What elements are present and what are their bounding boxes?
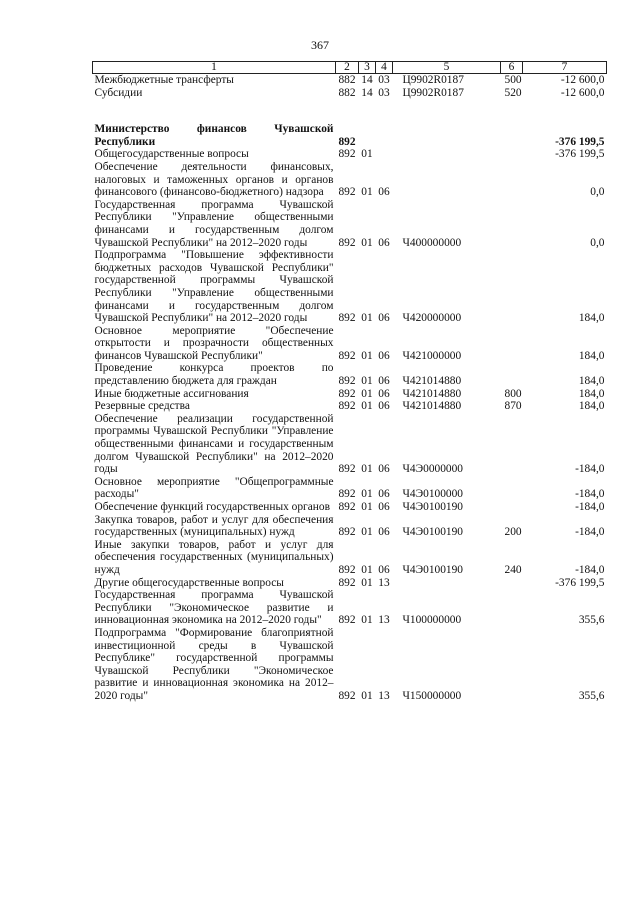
amount: -12 600,0	[560, 74, 605, 86]
expense-type-code	[501, 627, 523, 703]
expense-type-code: 800	[504, 387, 522, 400]
expense-type-code	[501, 476, 523, 501]
target-article-code: Ц9902R0187	[402, 74, 464, 86]
subsection-code: 06	[378, 501, 390, 513]
table-row	[93, 362, 607, 387]
subsection-code: 06	[378, 375, 390, 388]
column-header: 1	[93, 62, 336, 74]
section-code: 01	[361, 563, 373, 576]
section-code: 01	[361, 501, 373, 513]
ministry-code: 892	[338, 526, 356, 539]
row-name: Проведение конкурса проектов по представлению бюджета для граждан	[94, 362, 334, 388]
expense-type-code: 500	[504, 74, 522, 86]
section-code: 01	[361, 463, 373, 476]
row-name: Субсидии	[94, 86, 143, 99]
subsection-code: 03	[378, 86, 390, 99]
amount: 184,0	[578, 375, 605, 388]
table-row	[93, 514, 607, 539]
ministry-code: 892	[338, 186, 356, 199]
page-number: 367	[311, 38, 329, 52]
target-article-code: Ч421014880	[402, 400, 462, 413]
row-name: Подпрограмма "Формирование благоприятной инвестиционной среды в Чувашской Республике" государственной программы Чувашской Республики "Экономическое развитие и инновационная экономика на 2012–2020 годы"	[94, 626, 334, 702]
table-row	[93, 400, 607, 413]
amount: 355,6	[578, 689, 605, 702]
target-article-code	[393, 577, 501, 590]
expense-type-code: 200	[504, 526, 522, 539]
amount: -376 199,5	[555, 576, 605, 589]
column-header: 3	[359, 62, 376, 74]
expense-type-code	[501, 413, 523, 476]
row-name: Межбюджетные трансферты	[94, 74, 234, 86]
subsection-code: 13	[378, 576, 390, 589]
section-code: 01	[361, 186, 373, 199]
target-article-code: Ч4Э0100000	[402, 488, 463, 501]
subsection-code	[376, 123, 393, 148]
target-article-code	[393, 148, 501, 161]
section-code	[359, 123, 376, 148]
amount: 355,6	[578, 614, 605, 627]
amount: -12 600,0	[560, 86, 605, 99]
column-header: 2	[336, 62, 359, 74]
column-header: 5	[393, 62, 501, 74]
ministry-code: 892	[338, 501, 356, 513]
table-row	[93, 161, 607, 199]
expense-type-code	[501, 362, 523, 387]
subsection-code: 03	[378, 74, 390, 86]
section-code: 01	[361, 387, 373, 400]
target-article-code: Ч4Э0000000	[402, 463, 463, 476]
section-code: 01	[361, 614, 373, 627]
target-article-code: Ч421014880	[402, 387, 462, 400]
table-row	[93, 199, 607, 249]
ministry-code: 892	[338, 387, 356, 400]
ministry-code: 892	[338, 349, 356, 362]
row-name: Основное мероприятие "Обеспечение открытости и прозрачности общественных финансов Чувашской Республики"	[94, 324, 334, 362]
amount: -184,0	[575, 526, 605, 539]
expense-type-code	[501, 249, 523, 325]
amount: 184,0	[578, 312, 605, 325]
row-name: Другие общегосударственные вопросы	[94, 576, 284, 589]
table-row	[93, 577, 607, 590]
table-row	[93, 539, 607, 577]
row-name: Министерство финансов Чувашской Республики	[94, 123, 334, 148]
subsection-code: 06	[378, 186, 390, 199]
ministry-code: 892	[338, 614, 356, 627]
target-article-code: Ч4Э0100190	[402, 501, 463, 513]
expense-type-code: 240	[504, 563, 522, 576]
table-row	[93, 627, 607, 703]
column-header: 6	[501, 62, 523, 74]
section-code: 01	[361, 526, 373, 539]
ministry-code: 892	[338, 488, 356, 501]
section-code: 01	[361, 400, 373, 413]
expense-type-code	[501, 199, 523, 249]
row-name: Иные закупки товаров, работ и услуг для обеспечения государственных (муниципальных) нужд	[94, 538, 334, 576]
section-code: 01	[361, 236, 373, 249]
amount: 184,0	[578, 400, 605, 413]
expense-type-code	[501, 148, 523, 161]
target-article-code	[393, 123, 501, 148]
row-name: Иные бюджетные ассигнования	[94, 387, 249, 400]
table-header-row	[93, 62, 607, 74]
section-code: 01	[361, 576, 373, 589]
table-row	[93, 589, 607, 627]
row-name: Основное мероприятие "Общепрограммные расходы"	[94, 475, 334, 501]
table-row	[93, 501, 607, 514]
section-code: 01	[361, 349, 373, 362]
amount: -184,0	[575, 501, 605, 513]
amount: -184,0	[575, 488, 605, 501]
target-article-code: Ч100000000	[402, 614, 462, 627]
amount: 184,0	[578, 349, 605, 362]
ministry-code: 882	[338, 86, 356, 99]
row-name: Резервные средства	[94, 400, 190, 413]
ministry-code: 892	[338, 135, 356, 148]
expense-type-code	[501, 589, 523, 627]
subsection-code: 06	[378, 526, 390, 539]
subsection-code: 06	[378, 236, 390, 249]
expense-type-code	[501, 501, 523, 514]
subsection-code: 06	[378, 400, 390, 413]
section-code: 14	[361, 74, 373, 86]
subsection-code: 06	[378, 349, 390, 362]
column-header: 7	[523, 62, 607, 74]
ministry-code: 892	[338, 236, 356, 249]
section-code: 01	[361, 148, 373, 161]
row-name: Подпрограмма "Повышение эффективности бюджетных расходов Чувашской Республики" государственной программы Чувашской Республики "Управление общественными финансами и государственным долгом Чувашской Республики" на 2012–2020 годы	[94, 249, 334, 325]
row-name: Общегосударственные вопросы	[94, 148, 249, 161]
ministry-code: 892	[338, 312, 356, 325]
table-row	[93, 388, 607, 401]
subsection-code: 06	[378, 488, 390, 501]
amount: 0,0	[590, 186, 605, 199]
target-article-code: Ч4Э0100190	[402, 563, 463, 576]
ministry-code: 892	[338, 563, 356, 576]
table-row	[93, 123, 607, 148]
table-row	[93, 87, 607, 100]
spacer-cell	[93, 99, 607, 123]
ministry-code: 892	[338, 689, 356, 702]
subsection-code: 06	[378, 387, 390, 400]
row-name: Обеспечение деятельности финансовых, налоговых и таможенных органов и органов финансового (финансово-бюджетного) надзора	[94, 160, 334, 199]
subsection-code: 13	[378, 614, 390, 627]
expense-type-code	[501, 161, 523, 199]
expense-type-code	[501, 577, 523, 590]
table-row	[93, 325, 607, 363]
table-row	[93, 148, 607, 161]
row-name: Обеспечение реализации государственной программы Чувашской Республики "Управление общественными финансами и государственным долгом Чувашской Республики" на 2012–2020 годы	[94, 412, 334, 476]
section-code: 01	[361, 312, 373, 325]
table-row	[93, 249, 607, 325]
amount: -184,0	[575, 563, 605, 576]
table-row	[93, 476, 607, 501]
amount: -376 199,5	[555, 135, 605, 148]
column-header: 4	[376, 62, 393, 74]
target-article-code: Ц9902R0187	[402, 86, 464, 99]
target-article-code: Ч4Э0100190	[402, 526, 463, 539]
section-code: 01	[361, 488, 373, 501]
row-name: Государственная программа Чувашской Республики "Экономическое развитие и инновационная экономика на 2012–2020 годы"	[94, 589, 334, 627]
spacer-row	[93, 99, 607, 123]
row-name: Государственная программа Чувашской Республики "Управление общественными финансами и государственным долгом Чувашской Республики" на 2012–2020 годы	[94, 198, 334, 249]
budget-table	[92, 61, 607, 703]
target-article-code: Ч421000000	[402, 349, 462, 362]
expense-type-code	[501, 325, 523, 363]
expense-type-code: 870	[504, 400, 522, 413]
ministry-code: 882	[338, 74, 356, 86]
row-name: Обеспечение функций государственных органов	[94, 501, 330, 513]
section-code: 01	[361, 689, 373, 702]
target-article-code: Ч420000000	[402, 312, 462, 325]
target-article-code	[393, 161, 501, 199]
table-row	[93, 413, 607, 476]
target-article-code: Ч150000000	[402, 689, 462, 702]
expense-type-code	[501, 123, 523, 148]
table-row	[93, 74, 607, 87]
subsection-code: 13	[378, 689, 390, 702]
subsection-code: 06	[378, 563, 390, 576]
section-code: 14	[361, 86, 373, 99]
subsection-code: 06	[378, 312, 390, 325]
ministry-code: 892	[338, 375, 356, 388]
expense-type-code: 520	[504, 86, 522, 99]
amount: 184,0	[578, 387, 605, 400]
amount: -184,0	[575, 463, 605, 476]
section-code: 01	[361, 375, 373, 388]
subsection-code	[376, 148, 393, 161]
ministry-code: 892	[338, 576, 356, 589]
amount: 0,0	[590, 236, 605, 249]
row-name: Закупка товаров, работ и услуг для обеспечения государственных (муниципальных) нужд	[94, 513, 334, 539]
subsection-code: 06	[378, 463, 390, 476]
amount: -376 199,5	[555, 148, 605, 161]
ministry-code: 892	[338, 400, 356, 413]
target-article-code: Ч421014880	[402, 375, 462, 388]
ministry-code: 892	[338, 148, 356, 161]
ministry-code: 892	[338, 463, 356, 476]
target-article-code: Ч400000000	[402, 236, 462, 249]
